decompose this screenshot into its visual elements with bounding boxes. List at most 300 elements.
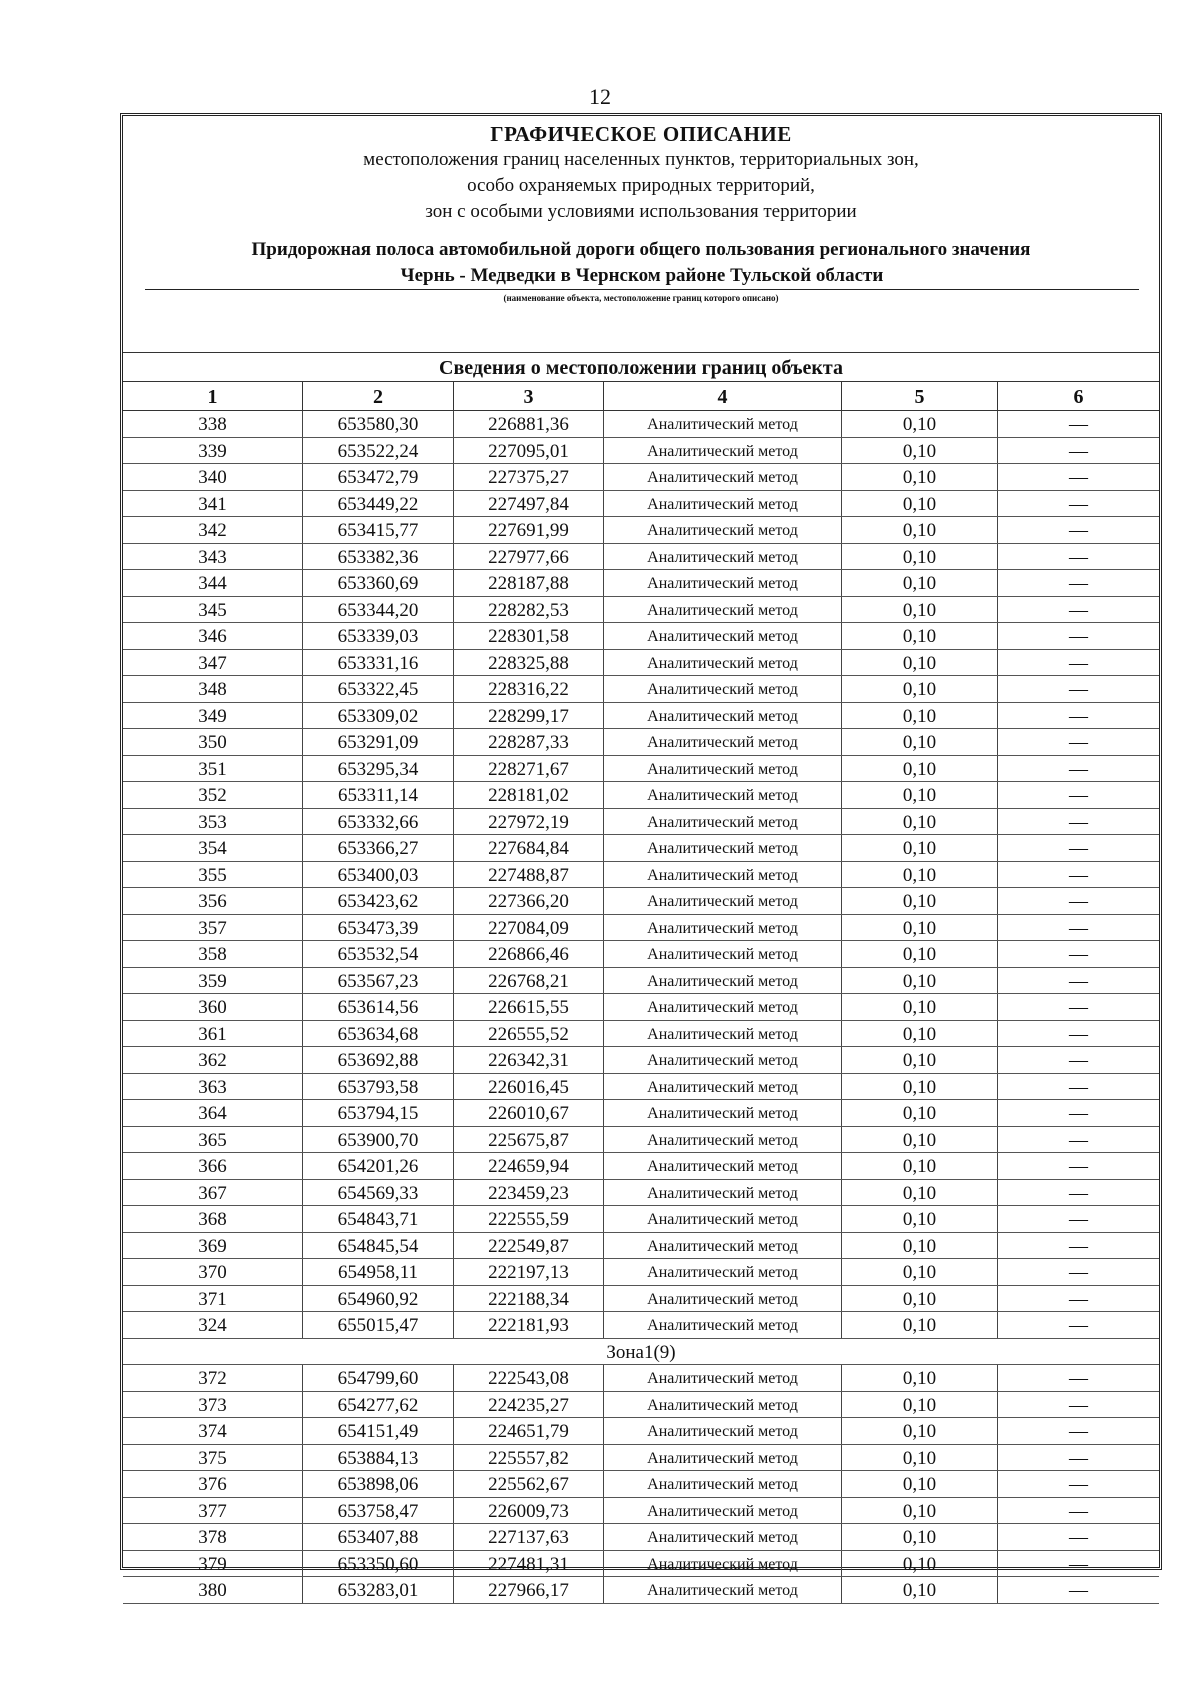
- table-cell: 345: [123, 597, 303, 623]
- table-cell: —: [1069, 652, 1088, 674]
- table-cell: 225557,82: [454, 1445, 604, 1471]
- table-cell: 0,10: [842, 994, 998, 1020]
- table-cell: 653423,62: [303, 888, 454, 914]
- table-cell: 350: [123, 729, 303, 755]
- table-cell: 365: [123, 1127, 303, 1153]
- table-row: [123, 941, 1159, 968]
- object-caption: (наименование объекта, местоположение границ которого описано): [503, 293, 779, 303]
- table-cell: Аналитический метод: [604, 623, 842, 649]
- table-cell: 222188,34: [454, 1286, 604, 1312]
- table-cell: Аналитический метод: [604, 994, 842, 1020]
- table-row: [123, 1259, 1159, 1286]
- table-cell: 341: [123, 491, 303, 517]
- table-cell: 372: [123, 1365, 303, 1391]
- table-cell: Аналитический метод: [604, 968, 842, 994]
- table-cell: 653614,56: [303, 994, 454, 1020]
- table-cell: 343: [123, 544, 303, 570]
- table-cell: —: [1069, 1315, 1088, 1336]
- table-cell: —: [1069, 520, 1088, 541]
- table-row: [123, 676, 1159, 703]
- table-cell: 653311,14: [303, 782, 454, 808]
- subtitle-line: особо охраняемых природных территорий,: [467, 175, 815, 196]
- table-cell: 222549,87: [454, 1233, 604, 1259]
- table-cell: Аналитический метод: [604, 1074, 842, 1100]
- table-body-group-2: [123, 1365, 1159, 1604]
- table-cell: 653472,79: [303, 464, 454, 490]
- table-cell: Аналитический метод: [604, 1498, 842, 1524]
- table-cell: 228316,22: [454, 676, 604, 702]
- table-cell: 0,10: [842, 676, 998, 702]
- table-cell: 654569,33: [303, 1180, 454, 1206]
- table-cell: —: [1069, 1129, 1088, 1151]
- table-row: [123, 862, 1159, 889]
- table-cell: 226009,73: [454, 1498, 604, 1524]
- table-cell: 0,10: [842, 1445, 998, 1471]
- table-cell: —: [1069, 705, 1088, 727]
- table-cell: —: [1069, 599, 1088, 621]
- table-cell: 348: [123, 676, 303, 702]
- table-row: [123, 544, 1159, 571]
- table-cell: 376: [123, 1471, 303, 1497]
- table-cell: 227966,17: [454, 1577, 604, 1603]
- table-cell: —: [1069, 1235, 1088, 1257]
- table-cell: —: [1069, 917, 1088, 939]
- table-cell: 653309,02: [303, 703, 454, 729]
- table-cell: 369: [123, 1233, 303, 1259]
- table-row: [123, 1471, 1159, 1498]
- table-row: [123, 809, 1159, 836]
- table-cell: Аналитический метод: [604, 1153, 842, 1179]
- table-row: [123, 1418, 1159, 1445]
- table-row: [123, 782, 1159, 809]
- table-cell: 371: [123, 1286, 303, 1312]
- table-cell: 0,10: [842, 491, 998, 517]
- table-cell: 363: [123, 1074, 303, 1100]
- table-cell: 225675,87: [454, 1127, 604, 1153]
- table-cell: 653567,23: [303, 968, 454, 994]
- table-cell: 653407,88: [303, 1524, 454, 1550]
- table-cell: —: [1069, 811, 1088, 833]
- table-cell: 0,10: [842, 888, 998, 914]
- table-cell: 338: [123, 411, 303, 437]
- document-title: ГРАФИЧЕСКОЕ ОПИСАНИЕ: [490, 122, 792, 146]
- table-cell: 224235,27: [454, 1392, 604, 1418]
- table-row: [123, 994, 1159, 1021]
- table-cell: Аналитический метод: [604, 1365, 842, 1391]
- table-cell: 0,10: [842, 729, 998, 755]
- table-cell: 0,10: [842, 517, 998, 543]
- table-cell: —: [1069, 838, 1088, 859]
- table-cell: —: [1069, 414, 1088, 435]
- table-cell: 228299,17: [454, 703, 604, 729]
- table-cell: 349: [123, 703, 303, 729]
- table-cell: 653692,88: [303, 1047, 454, 1073]
- table-cell: 0,10: [842, 1577, 998, 1603]
- table-cell: —: [1069, 1527, 1088, 1548]
- table-cell: 0,10: [842, 1021, 998, 1047]
- table-cell: —: [1069, 732, 1088, 753]
- section-title: Сведения о местоположении границ объекта: [123, 353, 1159, 382]
- table-cell: 222197,13: [454, 1259, 604, 1285]
- table-cell: 0,10: [842, 411, 998, 437]
- table-cell: 351: [123, 756, 303, 782]
- table-cell: 0,10: [842, 915, 998, 941]
- table-cell: —: [1069, 1553, 1088, 1575]
- table-cell: 228301,58: [454, 623, 604, 649]
- table-cell: 344: [123, 570, 303, 596]
- table-cell: 653332,66: [303, 809, 454, 835]
- table-cell: 654277,62: [303, 1392, 454, 1418]
- table-cell: 367: [123, 1180, 303, 1206]
- table-cell: 225562,67: [454, 1471, 604, 1497]
- table-cell: 228187,88: [454, 570, 604, 596]
- table-cell: 226555,52: [454, 1021, 604, 1047]
- table-cell: Аналитический метод: [604, 1180, 842, 1206]
- table-cell: Аналитический метод: [604, 941, 842, 967]
- table-cell: 226881,36: [454, 411, 604, 437]
- table-cell: 224659,94: [454, 1153, 604, 1179]
- table-cell: 227977,66: [454, 544, 604, 570]
- table-cell: —: [1069, 864, 1088, 886]
- table-cell: 653758,47: [303, 1498, 454, 1524]
- table-cell: —: [1069, 1050, 1088, 1071]
- object-name-line: Придорожная полоса автомобильной дороги общего пользования регионального значения: [251, 239, 1031, 260]
- table-cell: —: [1069, 1368, 1088, 1389]
- table-cell: 653366,27: [303, 835, 454, 861]
- table-row: [123, 1127, 1159, 1154]
- table-cell: 324: [123, 1312, 303, 1338]
- table-cell: 654799,60: [303, 1365, 454, 1391]
- table-row: [123, 1498, 1159, 1525]
- table-cell: 226342,31: [454, 1047, 604, 1073]
- table-cell: 653522,24: [303, 438, 454, 464]
- table-cell: 352: [123, 782, 303, 808]
- table-cell: 653532,54: [303, 941, 454, 967]
- table-cell: —: [1069, 1209, 1088, 1230]
- table-cell: 653344,20: [303, 597, 454, 623]
- column-header-row: [123, 382, 1159, 411]
- subtitle-line: местоположения границ населенных пунктов, территориальных зон,: [363, 149, 919, 170]
- table-cell: 0,10: [842, 544, 998, 570]
- table-cell: Аналитический метод: [604, 676, 842, 702]
- table-cell: —: [1069, 546, 1088, 568]
- table-cell: Аналитический метод: [604, 438, 842, 464]
- table-row: [123, 1100, 1159, 1127]
- table-cell: 0,10: [842, 623, 998, 649]
- table-row: [123, 517, 1159, 544]
- table-cell: 227691,99: [454, 517, 604, 543]
- table-cell: Аналитический метод: [604, 729, 842, 755]
- table-cell: —: [1069, 1076, 1088, 1098]
- table-cell: Аналитический метод: [604, 1286, 842, 1312]
- table-cell: 0,10: [842, 1498, 998, 1524]
- table-cell: 0,10: [842, 464, 998, 490]
- table-cell: —: [1069, 1474, 1088, 1495]
- table-cell: 653322,45: [303, 676, 454, 702]
- table-cell: 0,10: [842, 1286, 998, 1312]
- table-cell: Аналитический метод: [604, 570, 842, 596]
- table-row: [123, 464, 1159, 491]
- table-row: [123, 1365, 1159, 1392]
- table-cell: 653295,34: [303, 756, 454, 782]
- table-cell: —: [1069, 785, 1088, 806]
- table-cell: —: [1069, 1023, 1088, 1045]
- table-cell: 0,10: [842, 1418, 998, 1444]
- table-cell: —: [1069, 1394, 1088, 1416]
- table-cell: 227684,84: [454, 835, 604, 861]
- table-cell: —: [1069, 1103, 1088, 1124]
- table-cell: 0,10: [842, 1100, 998, 1126]
- table-cell: 654958,11: [303, 1259, 454, 1285]
- table-cell: 380: [123, 1577, 303, 1603]
- table-cell: 353: [123, 809, 303, 835]
- table-cell: 227137,63: [454, 1524, 604, 1550]
- column-header: 6: [1073, 386, 1084, 408]
- table-cell: —: [1069, 1156, 1088, 1177]
- table-row: [123, 729, 1159, 756]
- table-cell: 0,10: [842, 650, 998, 676]
- table-cell: 0,10: [842, 438, 998, 464]
- table-row: [123, 756, 1159, 783]
- table-cell: 0,10: [842, 570, 998, 596]
- table-cell: —: [1069, 1288, 1088, 1310]
- table-cell: 227497,84: [454, 491, 604, 517]
- table-cell: 654201,26: [303, 1153, 454, 1179]
- table-cell: 366: [123, 1153, 303, 1179]
- table-cell: 0,10: [842, 597, 998, 623]
- table-cell: 228271,67: [454, 756, 604, 782]
- table-row: [123, 1233, 1159, 1260]
- table-row: [123, 968, 1159, 995]
- table-cell: 653283,01: [303, 1577, 454, 1603]
- table-cell: 0,10: [842, 1312, 998, 1338]
- table-row: [123, 835, 1159, 862]
- table-cell: Аналитический метод: [604, 1445, 842, 1471]
- table-cell: —: [1069, 467, 1088, 488]
- table-cell: 357: [123, 915, 303, 941]
- table-cell: 374: [123, 1418, 303, 1444]
- table-cell: Аналитический метод: [604, 411, 842, 437]
- table-row: [123, 438, 1159, 465]
- table-cell: 654151,49: [303, 1418, 454, 1444]
- table-cell: Аналитический метод: [604, 517, 842, 543]
- table-cell: —: [1069, 891, 1088, 912]
- table-cell: Аналитический метод: [604, 809, 842, 835]
- table-cell: 368: [123, 1206, 303, 1232]
- table-cell: 340: [123, 464, 303, 490]
- table-cell: 228287,33: [454, 729, 604, 755]
- document-header: [123, 122, 1159, 353]
- table-cell: Аналитический метод: [604, 1233, 842, 1259]
- column-header: 3: [454, 382, 604, 410]
- table-cell: 0,10: [842, 1127, 998, 1153]
- table-cell: 378: [123, 1524, 303, 1550]
- table-cell: 0,10: [842, 703, 998, 729]
- table-cell: 0,10: [842, 1206, 998, 1232]
- table-row: [123, 570, 1159, 597]
- table-cell: 360: [123, 994, 303, 1020]
- table-cell: —: [1069, 758, 1088, 780]
- table-cell: Аналитический метод: [604, 1551, 842, 1577]
- table-cell: 653884,13: [303, 1445, 454, 1471]
- table-cell: 358: [123, 941, 303, 967]
- table-cell: 0,10: [842, 1074, 998, 1100]
- table-cell: Аналитический метод: [604, 1577, 842, 1603]
- table-cell: 653900,70: [303, 1127, 454, 1153]
- table-cell: 377: [123, 1498, 303, 1524]
- table-cell: 227366,20: [454, 888, 604, 914]
- table-cell: 653360,69: [303, 570, 454, 596]
- table-cell: 228181,02: [454, 782, 604, 808]
- table-cell: Аналитический метод: [604, 1047, 842, 1073]
- zone-label-row: Зона1(9): [123, 1339, 1159, 1366]
- table-cell: —: [1069, 1421, 1088, 1442]
- table-cell: Аналитический метод: [604, 1392, 842, 1418]
- table-cell: Аналитический метод: [604, 915, 842, 941]
- table-cell: Аналитический метод: [604, 756, 842, 782]
- table-cell: 653400,03: [303, 862, 454, 888]
- table-cell: 653350,60: [303, 1551, 454, 1577]
- table-cell: 653415,77: [303, 517, 454, 543]
- table-cell: —: [1069, 493, 1088, 515]
- table-cell: —: [1069, 1182, 1088, 1204]
- table-cell: Аналитический метод: [604, 544, 842, 570]
- table-row: [123, 597, 1159, 624]
- table-cell: 0,10: [842, 1551, 998, 1577]
- table-cell: Аналитический метод: [604, 703, 842, 729]
- table-cell: 654960,92: [303, 1286, 454, 1312]
- table-cell: 0,10: [842, 1392, 998, 1418]
- table-row: [123, 411, 1159, 438]
- table-cell: 0,10: [842, 968, 998, 994]
- table-cell: 653339,03: [303, 623, 454, 649]
- table-cell: 227972,19: [454, 809, 604, 835]
- table-row: [123, 1021, 1159, 1048]
- table-cell: 0,10: [842, 782, 998, 808]
- table-cell: 346: [123, 623, 303, 649]
- table-row: [123, 1445, 1159, 1472]
- table-cell: 0,10: [842, 809, 998, 835]
- column-header: 4: [604, 382, 842, 410]
- table-cell: —: [1069, 440, 1088, 462]
- table-cell: 0,10: [842, 1524, 998, 1550]
- table-cell: 223459,23: [454, 1180, 604, 1206]
- table-cell: Аналитический метод: [604, 1259, 842, 1285]
- table-cell: —: [1069, 1262, 1088, 1283]
- table-row: [123, 1392, 1159, 1419]
- table-cell: 653898,06: [303, 1471, 454, 1497]
- table-cell: 347: [123, 650, 303, 676]
- table-row: [123, 888, 1159, 915]
- column-header: 5: [842, 382, 998, 410]
- table-cell: 227375,27: [454, 464, 604, 490]
- object-name-line: Чернь - Медведки в Чернском районе Тульской области: [400, 265, 884, 286]
- table-cell: 653793,58: [303, 1074, 454, 1100]
- table-cell: —: [1069, 626, 1088, 647]
- table-cell: 0,10: [842, 1365, 998, 1391]
- table-row: [123, 1524, 1159, 1551]
- table-cell: 0,10: [842, 1153, 998, 1179]
- table-cell: 655015,47: [303, 1312, 454, 1338]
- table-cell: 370: [123, 1259, 303, 1285]
- table-cell: 226615,55: [454, 994, 604, 1020]
- table-cell: Аналитический метод: [604, 888, 842, 914]
- table-cell: 653291,09: [303, 729, 454, 755]
- table-cell: 228282,53: [454, 597, 604, 623]
- table-cell: 0,10: [842, 1471, 998, 1497]
- table-cell: Аналитический метод: [604, 597, 842, 623]
- table-cell: 375: [123, 1445, 303, 1471]
- table-cell: 653331,16: [303, 650, 454, 676]
- table-cell: —: [1069, 997, 1088, 1018]
- document-frame: [120, 113, 1162, 1601]
- table-cell: 226010,67: [454, 1100, 604, 1126]
- table-row: [123, 491, 1159, 518]
- table-cell: 654845,54: [303, 1233, 454, 1259]
- table-cell: Аналитический метод: [604, 1312, 842, 1338]
- table-cell: 379: [123, 1551, 303, 1577]
- table-row: [123, 703, 1159, 730]
- table-cell: Аналитический метод: [604, 1418, 842, 1444]
- table-cell: Аналитический метод: [604, 835, 842, 861]
- table-cell: —: [1069, 970, 1088, 992]
- table-cell: 227481,31: [454, 1551, 604, 1577]
- table-cell: Аналитический метод: [604, 862, 842, 888]
- table-cell: 653580,30: [303, 411, 454, 437]
- column-header: 2: [303, 382, 454, 410]
- table-cell: 228325,88: [454, 650, 604, 676]
- table-cell: —: [1069, 1447, 1088, 1469]
- table-cell: 227488,87: [454, 862, 604, 888]
- table-cell: 362: [123, 1047, 303, 1073]
- table-cell: 654843,71: [303, 1206, 454, 1232]
- table-cell: 222543,08: [454, 1365, 604, 1391]
- table-cell: Аналитический метод: [604, 1127, 842, 1153]
- table-cell: 227095,01: [454, 438, 604, 464]
- table-cell: 653449,22: [303, 491, 454, 517]
- table-cell: 0,10: [842, 835, 998, 861]
- table-cell: 359: [123, 968, 303, 994]
- table-cell: 0,10: [842, 941, 998, 967]
- table-row: [123, 1286, 1159, 1313]
- table-cell: 222555,59: [454, 1206, 604, 1232]
- table-cell: 0,10: [842, 1180, 998, 1206]
- table-row: [123, 650, 1159, 677]
- table-cell: 653473,39: [303, 915, 454, 941]
- table-cell: 0,10: [842, 1259, 998, 1285]
- table-row: [123, 1153, 1159, 1180]
- table-cell: 364: [123, 1100, 303, 1126]
- table-cell: Аналитический метод: [604, 1206, 842, 1232]
- table-cell: 226016,45: [454, 1074, 604, 1100]
- table-row: [123, 1074, 1159, 1101]
- table-cell: Аналитический метод: [604, 1021, 842, 1047]
- table-cell: 0,10: [842, 756, 998, 782]
- table-row: [123, 1577, 1159, 1604]
- table-cell: 226768,21: [454, 968, 604, 994]
- table-body-group-1: [123, 411, 1159, 1339]
- table-cell: Аналитический метод: [604, 1524, 842, 1550]
- column-header: 1: [123, 382, 303, 410]
- table-cell: —: [1069, 1500, 1088, 1522]
- table-row: [123, 1206, 1159, 1233]
- table-cell: Аналитический метод: [604, 782, 842, 808]
- table-cell: 224651,79: [454, 1418, 604, 1444]
- table-row: [123, 915, 1159, 942]
- table-cell: 354: [123, 835, 303, 861]
- table-cell: 356: [123, 888, 303, 914]
- page-number: 12: [589, 84, 611, 109]
